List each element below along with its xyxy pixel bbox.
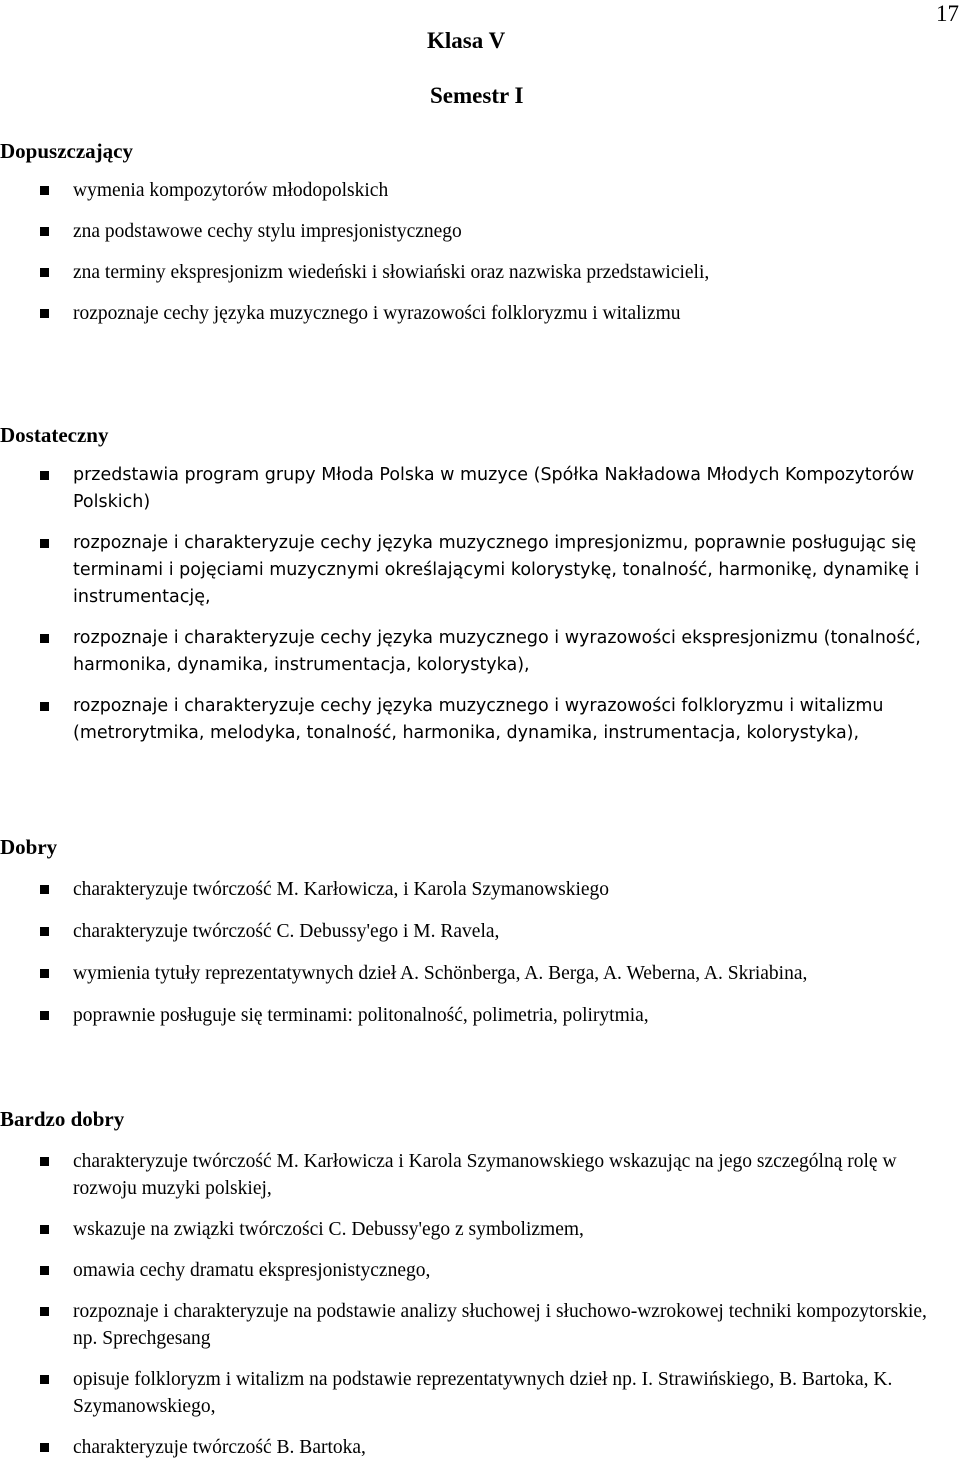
list-item-text: przedstawia program grupy Młoda Polska w muzyce (Spółka Nakładowa Młodych Kompozytorów Polskich): [73, 465, 915, 512]
square-bullet-icon: [40, 186, 49, 195]
list-item-text: omawia cechy dramatu ekspresjonistycznego,: [73, 1260, 431, 1281]
section-bardzo-dobry: [0, 1106, 960, 1475]
list-item-text: rozpoznaje i charakteryzuje cechy języka muzycznego i wyrazowości folkloryzmu i witalizmu (metrorytmika, melodyka, tonalność, harmonika, dynamika, instrumentacja, kolorystyka),: [73, 696, 884, 743]
section-dopuszczajacy: [0, 138, 960, 341]
square-bullet-icon: [40, 539, 49, 548]
requirement-list: [0, 177, 960, 327]
list-item: [0, 300, 960, 327]
list-item-text: wymenia kompozytorów młodopolskich: [73, 180, 389, 201]
list-item-text: rozpoznaje i charakteryzuje cechy języka muzycznego impresjonizmu, poprawnie posługując się terminami i pojęciami muzycznymi określającymi kolorystykę, tonalność, harmonikę, dynamikę i instrumentację,: [73, 533, 920, 607]
section-heading: Dopuszczający: [0, 139, 133, 163]
list-item-text: wymienia tytuły reprezentatywnych dzieł A. Schönberga, A. Berga, A. Weberna, A. Skriabina,: [73, 963, 808, 984]
list-item: [0, 960, 960, 987]
list-item: [0, 462, 960, 516]
square-bullet-icon: [40, 1225, 49, 1234]
square-bullet-icon: [40, 268, 49, 277]
list-item-text: charakteryzuje twórczość M. Karłowicza, i Karola Szymanowskiego: [73, 879, 610, 900]
list-item: [0, 1002, 960, 1029]
square-bullet-icon: [40, 969, 49, 978]
list-item: [0, 1434, 960, 1461]
section-heading: Bardzo dobry: [0, 1107, 125, 1131]
square-bullet-icon: [40, 927, 49, 936]
list-item-text: zna terminy ekspresjonizm wiedeński i słowiański oraz nazwiska przedstawicieli,: [73, 262, 710, 283]
list-item: [0, 259, 960, 286]
list-item: [0, 218, 960, 245]
list-item-text: zna podstawowe cechy stylu impresjonistycznego: [73, 221, 462, 242]
list-item: [0, 530, 960, 611]
square-bullet-icon: [40, 227, 49, 236]
square-bullet-icon: [40, 702, 49, 711]
list-item: [0, 1298, 960, 1352]
section-dobry: [0, 834, 960, 1044]
list-item-text: charakteryzuje twórczość B. Bartoka,: [73, 1437, 366, 1458]
square-bullet-icon: [40, 1011, 49, 1020]
requirement-list: [0, 462, 960, 747]
list-item-text: rozpoznaje i charakteryzuje na podstawie analizy słuchowej i słuchowo-wzrokowej techniki kompozytorskie, np. Sprechgesang: [73, 1301, 927, 1349]
list-item: [0, 693, 960, 747]
square-bullet-icon: [40, 1266, 49, 1275]
square-bullet-icon: [40, 309, 49, 318]
list-item: [0, 876, 960, 903]
square-bullet-icon: [40, 1307, 49, 1316]
list-item-text: opisuje folkloryzm i witalizm na podstawie reprezentatywnych dzieł np. I. Strawińskiego, B. Bartoka, K. Szymanowskiego,: [73, 1369, 893, 1417]
square-bullet-icon: [40, 634, 49, 643]
section-dostateczny: [0, 422, 960, 761]
square-bullet-icon: [40, 1375, 49, 1384]
list-item-text: poprawnie posługuje się terminami: politonalność, polimetria, polirytmia,: [73, 1005, 649, 1026]
square-bullet-icon: [40, 1157, 49, 1166]
page-number: 17: [936, 1, 959, 26]
list-item-text: rozpoznaje i charakteryzuje cechy języka muzycznego i wyrazowości ekspresjonizmu (tonalność, harmonika, dynamika, instrumentacja, kolorystyka),: [73, 628, 921, 675]
list-item: [0, 177, 960, 204]
square-bullet-icon: [40, 885, 49, 894]
list-item-text: charakteryzuje twórczość C. Debussy'ego i M. Ravela,: [73, 921, 500, 942]
section-heading: Dobry: [0, 835, 58, 859]
list-item: [0, 918, 960, 945]
requirement-list: [0, 1148, 960, 1461]
square-bullet-icon: [40, 471, 49, 480]
list-item: [0, 1216, 960, 1243]
square-bullet-icon: [40, 1443, 49, 1452]
list-item: [0, 1148, 960, 1202]
list-item-text: charakteryzuje twórczość M. Karłowicza i Karola Szymanowskiego wskazując na jego szczególną rolę w rozwoju muzyki polskiej,: [73, 1151, 897, 1199]
list-item: [0, 1366, 960, 1420]
semester-title: Semestr I: [430, 83, 524, 108]
section-heading: Dostateczny: [0, 423, 109, 447]
list-item: [0, 1257, 960, 1284]
list-item-text: wskazuje na związki twórczości C. Debussy'ego z symbolizmem,: [73, 1219, 584, 1240]
list-item-text: rozpoznaje cechy języka muzycznego i wyrazowości folkloryzmu i witalizmu: [73, 303, 681, 324]
list-item: [0, 625, 960, 679]
requirement-list: [0, 876, 960, 1029]
class-title: Klasa V: [427, 28, 506, 53]
